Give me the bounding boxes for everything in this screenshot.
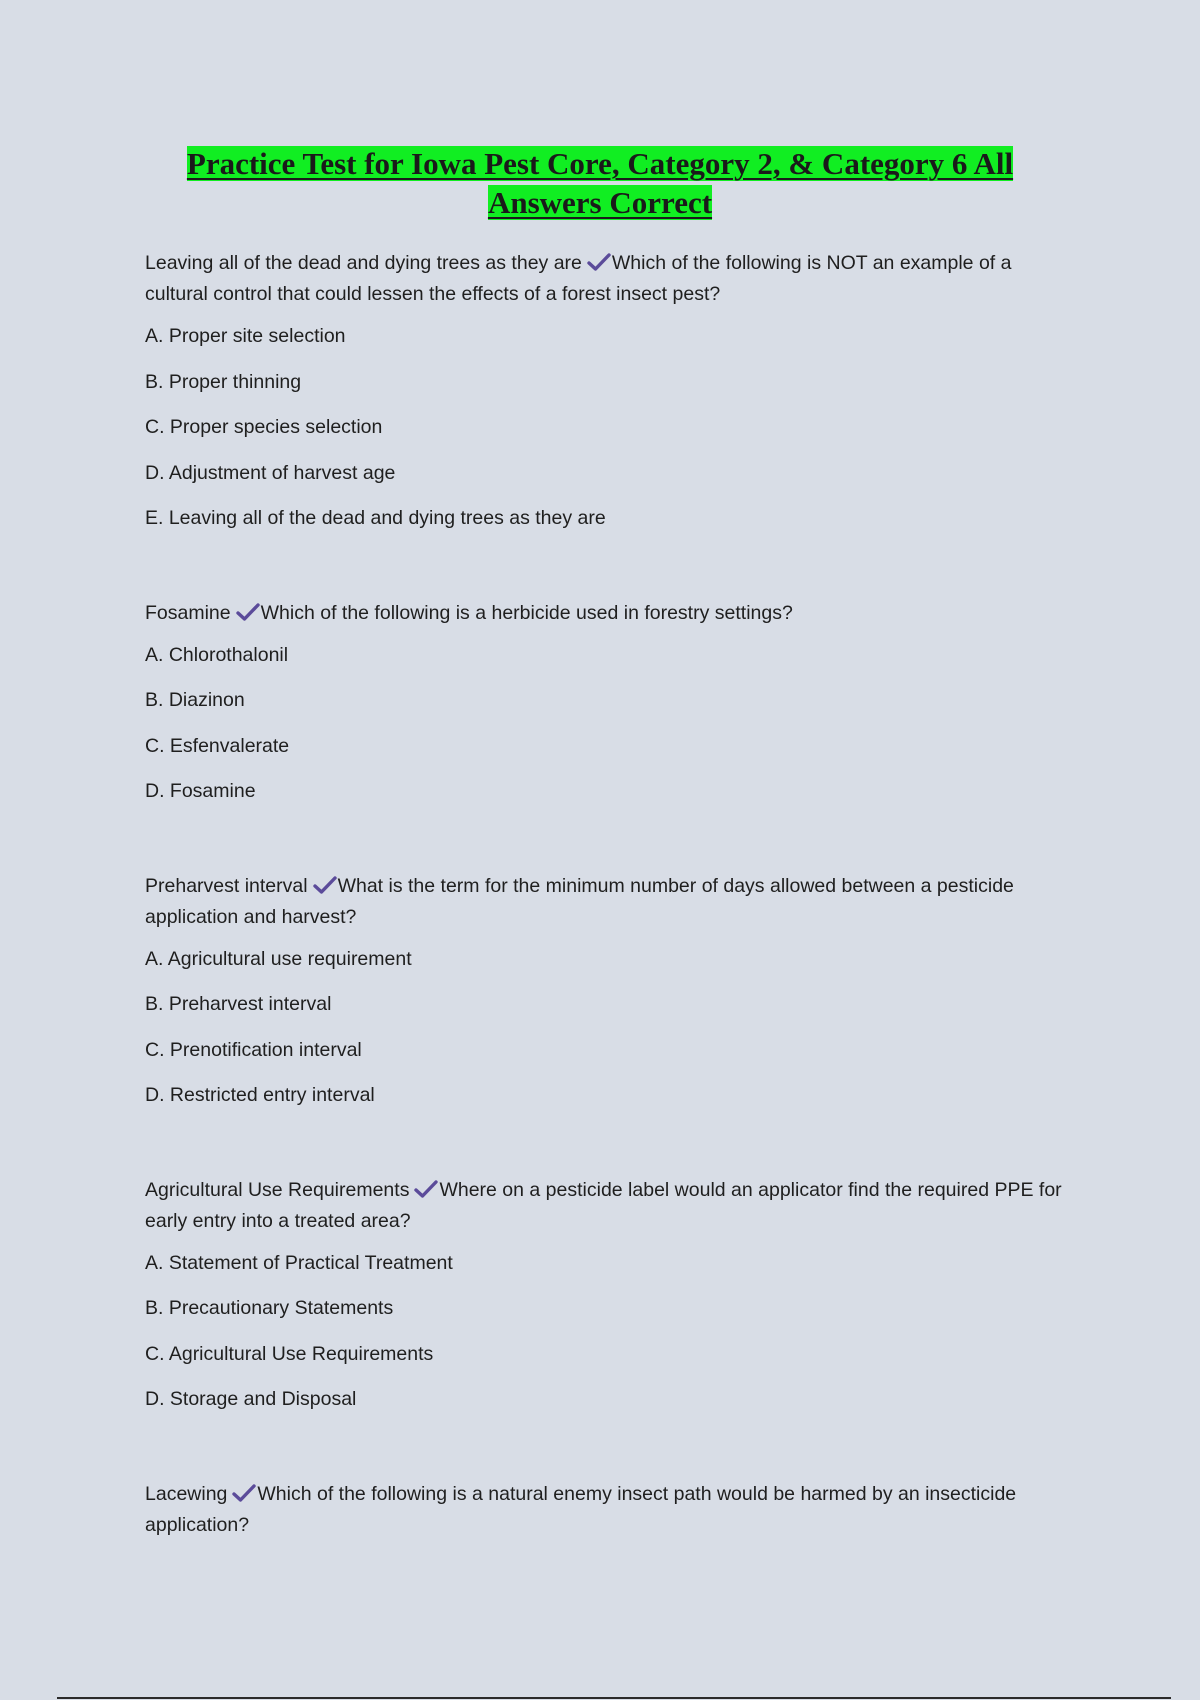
answer-option: D. Restricted entry interval <box>145 1084 375 1106</box>
question-block <box>145 598 1065 805</box>
question-spacer <box>145 1432 1065 1479</box>
question-list <box>145 248 1065 1554</box>
correct-answer: Agricultural Use Requirements <box>145 1178 410 1201</box>
answer-option: B. Precautionary Statements <box>145 1297 394 1319</box>
answer-option: D. Fosamine <box>145 780 256 802</box>
answer-option: A. Agricultural use requirement <box>145 947 412 970</box>
answer-option: A. Statement of Practical Treatment <box>145 1251 453 1274</box>
checkmark-icon <box>586 252 612 272</box>
checkmark-icon <box>312 875 338 895</box>
answer-option: D. Adjustment of harvest age <box>145 461 396 484</box>
question-prompt: Which of the following is a herbicide used in forestry settings? <box>260 601 793 624</box>
answer-option: A. Proper site selection <box>145 325 346 347</box>
answer-option: A. Chlorothalonil <box>145 643 289 666</box>
answer-option: C. Agricultural Use Requirements <box>145 1342 434 1365</box>
answer-option: B. Proper thinning <box>145 370 302 393</box>
question-text <box>145 598 1065 629</box>
correct-answer: Preharvest interval <box>145 874 308 897</box>
checkmark-icon <box>413 1179 439 1199</box>
checkmark-icon <box>231 1483 257 1503</box>
question-spacer <box>145 824 1065 871</box>
question-text <box>145 871 1065 933</box>
question-text <box>145 1175 1065 1237</box>
page-title-line-1: Practice Test for Iowa Pest Core, Category 2, & Category 6 All <box>186 146 1014 181</box>
correct-answer: Leaving all of the dead and dying trees as they are <box>145 252 582 274</box>
question-prompt: Where on a pesticide label would an applicator find the required PPE for early entry into a treated area? <box>145 1178 1062 1232</box>
answer-option: C. Prenotification interval <box>145 1038 362 1061</box>
question-text <box>145 248 1065 310</box>
footer-divider <box>57 1697 1171 1699</box>
question-block <box>145 248 1065 531</box>
question-text <box>145 1479 1065 1541</box>
answer-option: B. Diazinon <box>145 689 245 711</box>
correct-answer: Fosamine <box>145 601 231 624</box>
question-spacer <box>145 1128 1065 1175</box>
answer-option: B. Preharvest interval <box>145 993 332 1015</box>
answer-option: D. Storage and Disposal <box>145 1388 357 1410</box>
checkmark-icon <box>235 602 261 622</box>
answer-option: E. Leaving all of the dead and dying trees as they are <box>145 507 606 529</box>
question-prompt: Which of the following is NOT an example of a cultural control that could lessen the effects of a forest insect pest? <box>145 252 1012 305</box>
question-spacer <box>145 551 1065 598</box>
answer-option: C. Esfenvalerate <box>145 734 290 757</box>
answer-option: C. Proper species selection <box>145 416 383 438</box>
question-block <box>145 1175 1065 1413</box>
page-title <box>130 144 1070 222</box>
question-block <box>145 1479 1065 1541</box>
question-prompt: Which of the following is a natural enemy insect path would be harmed by an insecticide application? <box>145 1482 1017 1536</box>
question-prompt: What is the term for the minimum number of days allowed between a pesticide application and harvest? <box>145 874 1014 928</box>
correct-answer: Lacewing <box>145 1482 228 1505</box>
question-block <box>145 871 1065 1109</box>
page-title-line-2: Answers Correct <box>487 185 713 220</box>
